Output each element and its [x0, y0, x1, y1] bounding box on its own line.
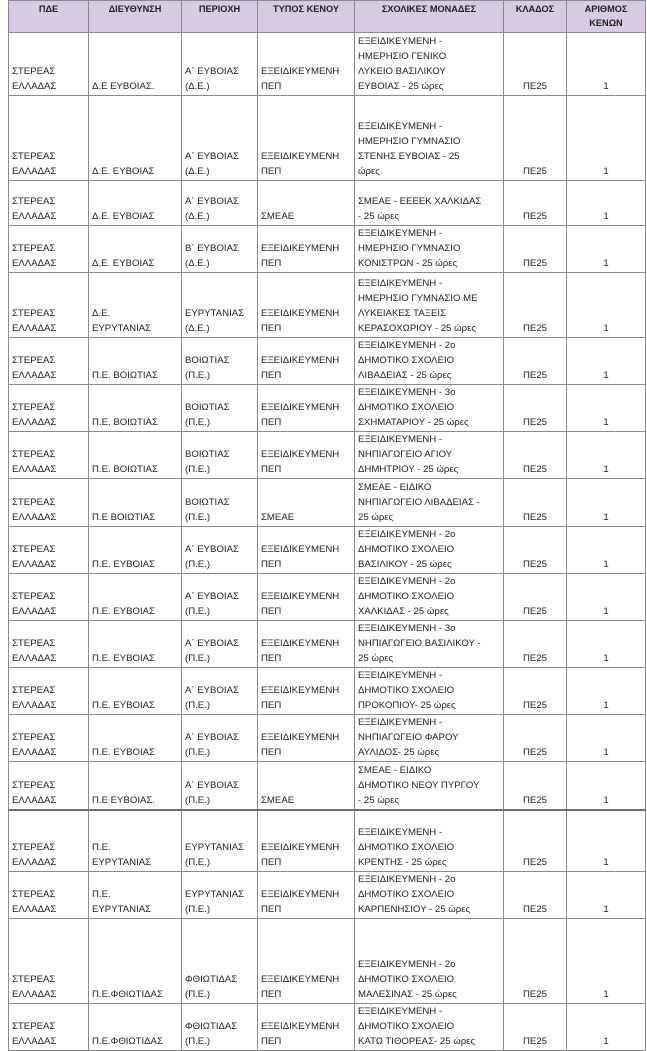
cell-pde: ΣΤΕΡΕΑΣ ΕΛΛΑΔΑΣ — [9, 810, 89, 872]
cell-arithmos-kenon: 1 — [567, 96, 646, 181]
cell-periochi: Α΄ ΕΥΒΟΙΑΣ (Δ.Ε.) — [182, 33, 258, 96]
cell-typos-kenou: ΕΞΕΙΔΙΚΕΥΜΕΝΗ ΠΕΠ — [258, 919, 355, 1004]
cell-klados: ΠΕ25 — [504, 96, 567, 181]
cell-scholiki-monada: ΕΞΕΙΔΙΚΕΥΜΕΝΗ - 2ο ΔΗΜΟΤΙΚΟ ΣΧΟΛΕΙΟ ΧΑΛΚΙΔΑΣ - 25 ώρες — [355, 574, 504, 621]
cell-scholiki-monada: ΕΞΕΙΔΙΚΕΥΜΕΝΗ - ΔΗΜΟΤΙΚΟ ΣΧΟΛΕΙΟ ΠΡΟΚΟΠΙΟΥ- 25 ώρες — [355, 668, 504, 715]
cell-scholiki-monada: ΣΜΕΑΕ - ΕΙΔΙΚΟ ΔΗΜΟΤΙΚΟ ΝΕΟΥ ΠΥΡΓΟΥ - 25 ώρες — [355, 762, 504, 810]
cell-scholiki-monada: ΕΞΕΙΔΙΚΕΥΜΕΝΗ - ΗΜΕΡΗΣΙΟ ΓΥΜΝΑΣΙΟ ΚΟΝΙΣΤΡΩΝ - 25 ώρες — [355, 226, 504, 273]
cell-dieuthynsi: Π.Ε ΒΟΙΩΤΙΑΣ — [89, 479, 182, 527]
table-row — [9, 273, 646, 338]
cell-periochi: Α΄ ΕΥΒΟΙΑΣ (Π.Ε.) — [182, 574, 258, 621]
table-row — [9, 1004, 646, 1051]
cell-periochi: Α΄ ΕΥΒΟΙΑΣ (Π.Ε.) — [182, 762, 258, 810]
cell-arithmos-kenon: 1 — [567, 432, 646, 479]
cell-typos-kenou: ΣΜΕΑΕ — [258, 181, 355, 226]
cell-periochi: ΒΟΙΩΤΙΑΣ (Π.Ε.) — [182, 479, 258, 527]
cell-periochi: Β΄ ΕΥΒΟΙΑΣ (Δ.Ε.) — [182, 226, 258, 273]
cell-scholiki-monada: ΕΞΕΙΔΙΚΕΥΜΕΝΗ - ΗΜΕΡΗΣΙΟ ΓΕΝΙΚΟ ΛΥΚΕΙΟ ΒΑΣΙΛΙΚΟΥ ΕΥΒΟΙΑΣ - 25 ώρες — [355, 33, 504, 96]
cell-pde: ΣΤΕΡΕΑΣ ΕΛΛΑΔΑΣ — [9, 527, 89, 574]
cell-dieuthynsi: Π.Ε. ΕΥΒΟΙΑΣ — [89, 527, 182, 574]
cell-arithmos-kenon: 1 — [567, 226, 646, 273]
cell-arithmos-kenon: 1 — [567, 621, 646, 668]
cell-dieuthynsi: Δ.Ε. ΕΥΒΟΙΑΣ — [89, 226, 182, 273]
cell-klados: ΠΕ25 — [504, 385, 567, 432]
cell-klados: ΠΕ25 — [504, 479, 567, 527]
cell-typos-kenou: ΕΞΕΙΔΙΚΕΥΜΕΝΗ ΠΕΠ — [258, 1004, 355, 1051]
cell-dieuthynsi: Π.Ε. ΒΟΙΩΤΙΑΣ — [89, 385, 182, 432]
cell-dieuthynsi: Π.Ε ΕΥΒΟΙΑΣ. — [89, 762, 182, 810]
table-row — [9, 33, 646, 96]
cell-scholiki-monada: ΣΜΕΑΕ - ΕΙΔΙΚΟ ΝΗΠΙΑΓΩΓΕΙΟ ΛΙΒΑΔΕΙΑΣ - 25 ώρες — [355, 479, 504, 527]
cell-pde: ΣΤΕΡΕΑΣ ΕΛΛΑΔΑΣ — [9, 919, 89, 1004]
cell-pde: ΣΤΕΡΕΑΣ ΕΛΛΑΔΑΣ — [9, 432, 89, 479]
cell-typos-kenou: ΕΞΕΙΔΙΚΕΥΜΕΝΗ ΠΕΠ — [258, 872, 355, 919]
cell-pde: ΣΤΕΡΕΑΣ ΕΛΛΑΔΑΣ — [9, 715, 89, 762]
cell-typos-kenou: ΕΞΕΙΔΙΚΕΥΜΕΝΗ ΠΕΠ — [258, 338, 355, 385]
cell-klados: ΠΕ25 — [504, 226, 567, 273]
header-klados: ΚΛΑΔΟΣ — [504, 1, 567, 33]
table-row — [9, 668, 646, 715]
header-dieuthynsi: ΔΙΕΥΘΥΝΣΗ — [89, 1, 182, 33]
table-row — [9, 574, 646, 621]
table-row — [9, 527, 646, 574]
cell-dieuthynsi: Π.Ε. ΒΟΙΩΤΙΑΣ — [89, 338, 182, 385]
cell-scholiki-monada: ΣΜΕΑΕ - ΕΕΕΕΚ ΧΑΛΚΙΔΑΣ - 25 ώρες — [355, 181, 504, 226]
table-row — [9, 872, 646, 919]
cell-pde: ΣΤΕΡΕΑΣ ΕΛΛΑΔΑΣ — [9, 621, 89, 668]
cell-typos-kenou: ΕΞΕΙΔΙΚΕΥΜΕΝΗ ΠΕΠ — [258, 385, 355, 432]
cell-klados: ΠΕ25 — [504, 432, 567, 479]
header-arithmos-kenon: ΑΡΙΘΜΟΣ ΚΕΝΩΝ — [567, 1, 646, 33]
cell-periochi: ΒΟΙΩΤΙΑΣ (Π.Ε.) — [182, 385, 258, 432]
cell-dieuthynsi: Π.Ε. ΕΥΒΟΙΑΣ — [89, 668, 182, 715]
cell-arithmos-kenon: 1 — [567, 385, 646, 432]
cell-periochi: Α΄ ΕΥΒΟΙΑΣ (Π.Ε.) — [182, 668, 258, 715]
cell-arithmos-kenon: 1 — [567, 273, 646, 338]
cell-scholiki-monada: ΕΞΕΙΔΙΚΕΥΜΕΝΗ - ΝΗΠΙΑΓΩΓΕΙΟ ΦΑΡΟΥ ΑΥΛΙΔΟΣ- 25 ώρες — [355, 715, 504, 762]
cell-pde: ΣΤΕΡΕΑΣ ΕΛΛΑΔΑΣ — [9, 385, 89, 432]
cell-pde: ΣΤΕΡΕΑΣ ΕΛΛΑΔΑΣ — [9, 1004, 89, 1051]
cell-dieuthynsi: Π.Ε. ΕΥΒΟΙΑΣ — [89, 715, 182, 762]
cell-typos-kenou: ΕΞΕΙΔΙΚΕΥΜΕΝΗ ΠΕΠ — [258, 621, 355, 668]
cell-arithmos-kenon: 1 — [567, 33, 646, 96]
cell-periochi: Α΄ ΕΥΒΟΙΑΣ (Π.Ε.) — [182, 527, 258, 574]
cell-typos-kenou: ΕΞΕΙΔΙΚΕΥΜΕΝΗ ΠΕΠ — [258, 226, 355, 273]
cell-arithmos-kenon: 1 — [567, 527, 646, 574]
cell-klados: ΠΕ25 — [504, 574, 567, 621]
cell-typos-kenou: ΕΞΕΙΔΙΚΕΥΜΕΝΗ ΠΕΠ — [258, 668, 355, 715]
cell-periochi: ΕΥΡΥΤΑΝΙΑΣ (Π.Ε.) — [182, 872, 258, 919]
cell-pde: ΣΤΕΡΕΑΣ ΕΛΛΑΔΑΣ — [9, 273, 89, 338]
cell-typos-kenou: ΕΞΕΙΔΙΚΕΥΜΕΝΗ ΠΕΠ — [258, 33, 355, 96]
cell-scholiki-monada: ΕΞΕΙΔΙΚΕΥΜΕΝΗ - 2ο ΔΗΜΟΤΙΚΟ ΣΧΟΛΕΙΟ ΜΑΛΕΣΙΝΑΣ - 25 ώρες — [355, 919, 504, 1004]
cell-scholiki-monada: ΕΞΕΙΔΙΚΕΥΜΕΝΗ - ΗΜΕΡΗΣΙΟ ΓΥΜΝΑΣΙΟ ΣΤΕΝΗΣ ΕΥΒΟΙΑΣ - 25 ώρες — [355, 96, 504, 181]
cell-pde: ΣΤΕΡΕΑΣ ΕΛΛΑΔΑΣ — [9, 479, 89, 527]
cell-typos-kenou: ΕΞΕΙΔΙΚΕΥΜΕΝΗ ΠΕΠ — [258, 96, 355, 181]
cell-scholiki-monada: ΕΞΕΙΔΙΚΕΥΜΕΝΗ - ΔΗΜΟΤΙΚΟ ΣΧΟΛΕΙΟ ΚΡΕΝΤΗΣ - 25 ώρες — [355, 810, 504, 872]
table-row — [9, 181, 646, 226]
cell-klados: ΠΕ25 — [504, 527, 567, 574]
table-row — [9, 385, 646, 432]
cell-pde: ΣΤΕΡΕΑΣ ΕΛΛΑΔΑΣ — [9, 96, 89, 181]
cell-klados: ΠΕ25 — [504, 872, 567, 919]
cell-klados: ΠΕ25 — [504, 181, 567, 226]
cell-arithmos-kenon: 1 — [567, 810, 646, 872]
cell-pde: ΣΤΕΡΕΑΣ ΕΛΛΑΔΑΣ — [9, 872, 89, 919]
cell-scholiki-monada: ΕΞΕΙΔΙΚΕΥΜΕΝΗ - 3ο ΝΗΠΙΑΓΩΓΕΙΟ ΒΑΣΙΛΙΚΟΥ - 25 ώρες — [355, 621, 504, 668]
header-periochi: ΠΕΡΙΟΧΗ — [182, 1, 258, 33]
cell-scholiki-monada: ΕΞΕΙΔΙΚΕΥΜΕΝΗ - 2ο ΔΗΜΟΤΙΚΟ ΣΧΟΛΕΙΟ ΒΑΣΙΛΙΚΟΥ - 25 ώρες — [355, 527, 504, 574]
cell-dieuthynsi: Π.Ε. ΒΟΙΩΤΙΑΣ — [89, 432, 182, 479]
cell-scholiki-monada: ΕΞΕΙΔΙΚΕΥΜΕΝΗ - ΗΜΕΡΗΣΙΟ ΓΥΜΝΑΣΙΟ ΜΕ ΛΥΚΕΙΑΚΕΣ ΤΑΞΕΙΣ ΚΕΡΑΣΟΧΩΡΙΟΥ - 25 ώρες — [355, 273, 504, 338]
cell-dieuthynsi: Δ.Ε. ΕΥΡΥΤΑΝΙΑΣ — [89, 273, 182, 338]
cell-dieuthynsi: Π.Ε. ΕΥΡΥΤΑΝΙΑΣ — [89, 810, 182, 872]
cell-pde: ΣΤΕΡΕΑΣ ΕΛΛΑΔΑΣ — [9, 33, 89, 96]
table-body — [9, 33, 646, 1051]
cell-pde: ΣΤΕΡΕΑΣ ΕΛΛΑΔΑΣ — [9, 226, 89, 273]
cell-typos-kenou: ΕΞΕΙΔΙΚΕΥΜΕΝΗ ΠΕΠ — [258, 527, 355, 574]
cell-dieuthynsi: Δ.Ε. ΕΥΒΟΙΑΣ — [89, 96, 182, 181]
cell-typos-kenou: ΕΞΕΙΔΙΚΕΥΜΕΝΗ ΠΕΠ — [258, 574, 355, 621]
table-row — [9, 96, 646, 181]
cell-scholiki-monada: ΕΞΕΙΔΙΚΕΥΜΕΝΗ - ΝΗΠΙΑΓΩΓΕΙΟ ΑΓΙΟΥ ΔΗΜΗΤΡΙΟΥ - 25 ώρες — [355, 432, 504, 479]
cell-periochi: ΒΟΙΩΤΙΑΣ (Π.Ε.) — [182, 432, 258, 479]
cell-klados: ΠΕ25 — [504, 273, 567, 338]
cell-periochi: Α΄ ΕΥΒΟΙΑΣ (Π.Ε.) — [182, 621, 258, 668]
cell-typos-kenou: ΣΜΕΑΕ — [258, 762, 355, 810]
cell-scholiki-monada: ΕΞΕΙΔΙΚΕΥΜΕΝΗ - 2ο ΔΗΜΟΤΙΚΟ ΣΧΟΛΕΙΟ ΛΙΒΑΔΕΙΑΣ - 25 ώρες — [355, 338, 504, 385]
table-row — [9, 226, 646, 273]
cell-arithmos-kenon: 1 — [567, 574, 646, 621]
cell-typos-kenou: ΕΞΕΙΔΙΚΕΥΜΕΝΗ ΠΕΠ — [258, 715, 355, 762]
table-row — [9, 338, 646, 385]
cell-dieuthynsi: Π.Ε. ΕΥΒΟΙΑΣ — [89, 574, 182, 621]
cell-klados: ΠΕ25 — [504, 33, 567, 96]
table-row — [9, 479, 646, 527]
cell-arithmos-kenon: 1 — [567, 668, 646, 715]
cell-pde: ΣΤΕΡΕΑΣ ΕΛΛΑΔΑΣ — [9, 762, 89, 810]
cell-typos-kenou: ΕΞΕΙΔΙΚΕΥΜΕΝΗ ΠΕΠ — [258, 273, 355, 338]
cell-periochi: ΕΥΡΥΤΑΝΙΑΣ (Π.Ε.) — [182, 810, 258, 872]
header-scholikes-monades: ΣΧΟΛΙΚΕΣ ΜΟΝΑΔΕΣ — [355, 1, 504, 33]
vacancies-document — [8, 0, 645, 1051]
cell-klados: ΠΕ25 — [504, 1004, 567, 1051]
cell-periochi: Α΄ ΕΥΒΟΙΑΣ (Δ.Ε.) — [182, 96, 258, 181]
cell-arithmos-kenon: 1 — [567, 919, 646, 1004]
cell-typos-kenou: ΣΜΕΑΕ — [258, 479, 355, 527]
cell-dieuthynsi: Π.Ε. ΕΥΒΟΙΑΣ — [89, 621, 182, 668]
cell-arithmos-kenon: 1 — [567, 1004, 646, 1051]
cell-pde: ΣΤΕΡΕΑΣ ΕΛΛΑΔΑΣ — [9, 338, 89, 385]
cell-dieuthynsi: Π.Ε.ΦΘΙΩΤΙΔΑΣ — [89, 919, 182, 1004]
cell-dieuthynsi: Π.Ε.ΦΘΙΩΤΙΔΑΣ — [89, 1004, 182, 1051]
cell-scholiki-monada: ΕΞΕΙΔΙΚΕΥΜΕΝΗ - ΔΗΜΟΤΙΚΟ ΣΧΟΛΕΙΟ ΚΑΤΩ ΤΙΘΟΡΕΑΣ- 25 ώρες — [355, 1004, 504, 1051]
cell-klados: ΠΕ25 — [504, 810, 567, 872]
cell-periochi: ΕΥΡΥΤΑΝΙΑΣ (Δ.Ε.) — [182, 273, 258, 338]
header-pde: ΠΔΕ — [9, 1, 89, 33]
table-row — [9, 621, 646, 668]
cell-klados: ΠΕ25 — [504, 668, 567, 715]
cell-scholiki-monada: ΕΞΕΙΔΙΚΕΥΜΕΝΗ - 3ο ΔΗΜΟΤΙΚΟ ΣΧΟΛΕΙΟ ΣΧΗΜΑΤΑΡΙΟΥ - 25 ώρες — [355, 385, 504, 432]
cell-pde: ΣΤΕΡΕΑΣ ΕΛΛΑΔΑΣ — [9, 181, 89, 226]
cell-klados: ΠΕ25 — [504, 338, 567, 385]
cell-periochi: ΦΘΙΩΤΙΔΑΣ (Π.Ε.) — [182, 1004, 258, 1051]
cell-typos-kenou: ΕΞΕΙΔΙΚΕΥΜΕΝΗ ΠΕΠ — [258, 810, 355, 872]
table-row — [9, 715, 646, 762]
cell-scholiki-monada: ΕΞΕΙΔΙΚΕΥΜΕΝΗ - 2ο ΔΗΜΟΤΙΚΟ ΣΧΟΛΕΙΟ ΚΑΡΠΕΝΗΣΙΟΥ - 25 ώρες — [355, 872, 504, 919]
cell-arithmos-kenon: 1 — [567, 181, 646, 226]
cell-arithmos-kenon: 1 — [567, 479, 646, 527]
cell-periochi: ΦΘΙΩΤΙΔΑΣ (Π.Ε.) — [182, 919, 258, 1004]
cell-arithmos-kenon: 1 — [567, 715, 646, 762]
cell-periochi: Α΄ ΕΥΒΟΙΑΣ (Π.Ε.) — [182, 715, 258, 762]
cell-klados: ΠΕ25 — [504, 919, 567, 1004]
vacancies-table — [8, 0, 646, 1051]
cell-arithmos-kenon: 1 — [567, 762, 646, 810]
cell-klados: ΠΕ25 — [504, 715, 567, 762]
cell-dieuthynsi: Π.Ε. ΕΥΡΥΤΑΝΙΑΣ — [89, 872, 182, 919]
header-row — [9, 1, 646, 33]
table-row — [9, 919, 646, 1004]
cell-typos-kenou: ΕΞΕΙΔΙΚΕΥΜΕΝΗ ΠΕΠ — [258, 432, 355, 479]
table-row — [9, 432, 646, 479]
cell-pde: ΣΤΕΡΕΑΣ ΕΛΛΑΔΑΣ — [9, 574, 89, 621]
cell-arithmos-kenon: 1 — [567, 338, 646, 385]
cell-periochi: Α΄ ΕΥΒΟΙΑΣ (Δ.Ε.) — [182, 181, 258, 226]
cell-klados: ΠΕ25 — [504, 621, 567, 668]
cell-periochi: ΒΟΙΩΤΙΑΣ (Π.Ε.) — [182, 338, 258, 385]
table-row — [9, 762, 646, 810]
cell-dieuthynsi: Δ.Ε. ΕΥΒΟΙΑΣ — [89, 181, 182, 226]
cell-klados: ΠΕ25 — [504, 762, 567, 810]
header-typos-kenou: ΤΥΠΟΣ ΚΕΝΟΥ — [258, 1, 355, 33]
table-row — [9, 810, 646, 872]
cell-arithmos-kenon: 1 — [567, 872, 646, 919]
cell-dieuthynsi: Δ.Ε ΕΥΒΟΙΑΣ. — [89, 33, 182, 96]
cell-pde: ΣΤΕΡΕΑΣ ΕΛΛΑΔΑΣ — [9, 668, 89, 715]
